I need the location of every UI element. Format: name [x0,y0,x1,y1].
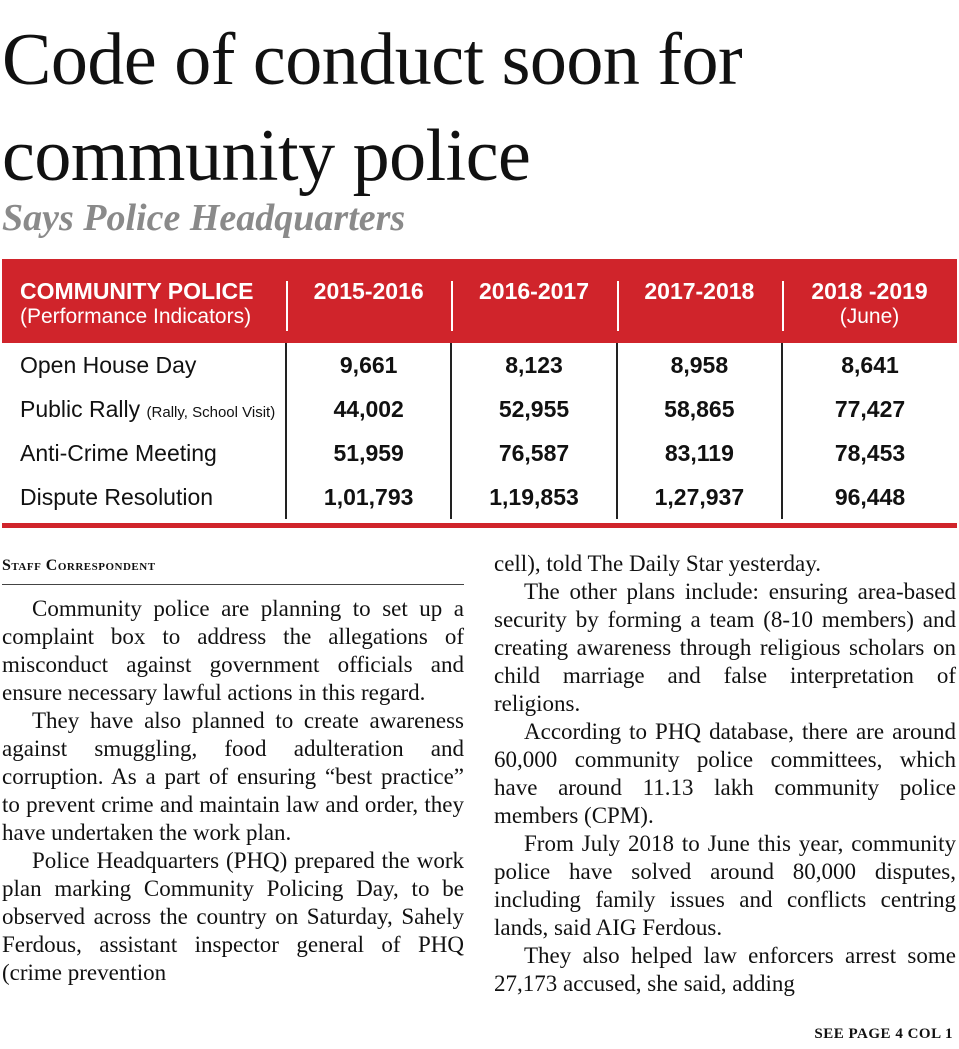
table-cell: 8,958 [617,343,782,387]
headline: Code of conduct soon for community police [2,19,743,197]
article-paragraph: They have also planned to create awareness against smuggling, food adulteration and corruption. As a part of ensuring “best practice” to prevent crime and maintain law and order, they have undertaken the work plan. [2,708,464,845]
table-bottom-rule [2,523,957,528]
table-row [2,431,957,475]
table-cell: 52,955 [451,387,616,431]
table-cell: 51,959 [286,431,451,475]
table-cell: 83,119 [617,431,782,475]
table-cell: 77,427 [782,387,957,431]
row-label: Anti-Crime Meeting [20,439,217,466]
article-paragraph: From July 2018 to June this year, community police have solved around 80,000 disputes, including family issues and conflicts centring lands, said AIG Ferdous. [494,831,956,940]
article-paragraph: The other plans include: ensuring area-based security by forming a team (8-10 members) and creating awareness through religious scholars on child marriage and false interpretation of religions. [494,579,956,716]
col-header-2017-2018: 2017-2018 [617,259,782,343]
row-label: Public Rally (Rally, School Visit) [20,395,276,422]
subhead: Says Police Headquarters [2,197,406,239]
col-header-2016-2017: 2016-2017 [451,259,616,343]
article-column-right [494,550,956,998]
table-row [2,475,957,519]
col-header-2018-2019: 2018 -2019 (June) [782,259,957,343]
article-paragraph: cell), told The Daily Star yesterday. [494,551,822,576]
table-row [2,343,957,387]
article-paragraph: Community police are planning to set up a complaint box to address the allegations of misconduct against government officials and ensure necessary lawful actions in this regard. [2,596,464,705]
table-cell: 44,002 [286,387,451,431]
table-cell: 78,453 [782,431,957,475]
table-header-title: COMMUNITY POLICE (Performance Indicators) [20,278,254,328]
table-cell: 8,641 [782,343,957,387]
article-paragraph: Police Headquarters (PHQ) prepared the work plan marking Community Policing Day, to be observed across the country on Saturday, Sahely Ferdous, assistant inspector general of PHQ (crime prevention [2,848,464,985]
table-row [2,387,957,431]
table-cell: 9,661 [286,343,451,387]
article-paragraph: They also helped law enforcers arrest some 27,173 accused, she said, adding [494,943,956,996]
byline: Staff Correspondent [2,552,464,585]
table-cell: 8,123 [451,343,616,387]
row-label-note: (Rally, School Visit) [146,403,276,421]
table-cell: 1,01,793 [286,475,451,519]
table-cell: 58,865 [617,387,782,431]
table-cell: 1,19,853 [451,475,616,519]
performance-table [2,259,957,528]
table-cell: 1,27,937 [617,475,782,519]
row-label: Open House Day [20,351,197,378]
col-header-2015-2016: 2015-2016 [286,259,451,343]
table-cell: 96,448 [782,475,957,519]
jump-line: SEE PAGE 4 COL 1 [814,1026,953,1042]
row-label: Dispute Resolution [20,483,214,510]
article-column-left [2,552,464,987]
table-cell: 76,587 [451,431,616,475]
article-paragraph: According to PHQ database, there are around 60,000 community police committees, which have around 11.13 lakh community police members (CPM). [494,719,956,828]
table-header-row [2,259,957,343]
